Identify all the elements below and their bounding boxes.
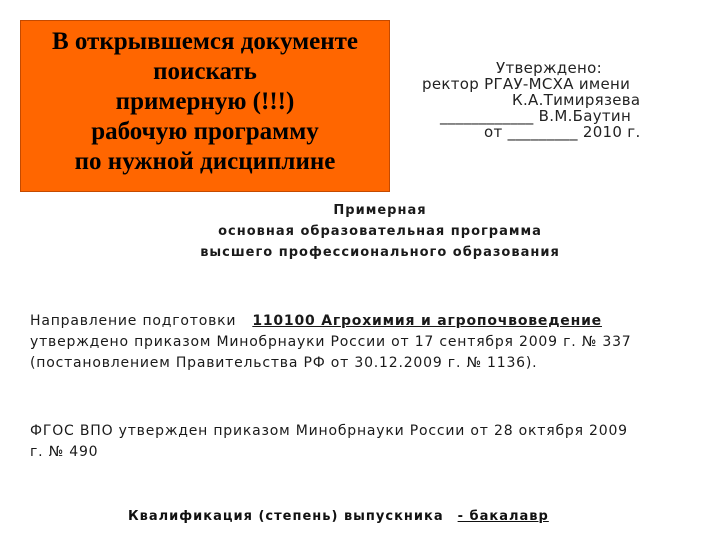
direction-value: 110100 Агрохимия и агропочвоведение [252,313,602,329]
approval-date: от _________ 2010 г. [484,123,641,141]
approval-heading: Утверждено: [496,59,602,77]
callout-line: примерную (!!!) [115,88,295,115]
document-subtitle-2: высшего профессионального образования [200,245,560,260]
qualification-label: Квалификация (степень) выпускника [128,509,444,524]
order-line: утверждено приказом Минобрнауки России от 17 сентября 2009 г. № 337 [30,334,632,350]
approval-university: К.А.Тимирязева [512,91,641,109]
approval-signature: ____________ В.М.Баутин [440,107,632,125]
direction-line [30,313,680,329]
approval-block [418,60,688,140]
document-title: Примерная [333,203,427,218]
fgos-line: ФГОС ВПО утвержден приказом Минобрнауки России от 28 октября 2009 [30,423,628,439]
callout-line: рабочую программу [91,118,319,145]
qualification-line [128,509,549,524]
callout-line: по нужной дисциплине [74,148,336,175]
approval-rector: ректор РГАУ-МСХА имени [422,75,631,93]
resolution-line: (постановлением Правительства РФ от 30.12.2009 г. № 1136). [30,355,538,371]
direction-label: Направление подготовки [30,313,237,329]
qualification-value: - бакалавр [457,509,549,524]
callout-line: В открывшемся документе [51,28,359,55]
callout-line: поискать [153,58,257,85]
instruction-callout [20,20,390,192]
fgos-number-line: г. № 490 [30,444,99,460]
document-subtitle: основная образовательная программа [218,224,542,239]
